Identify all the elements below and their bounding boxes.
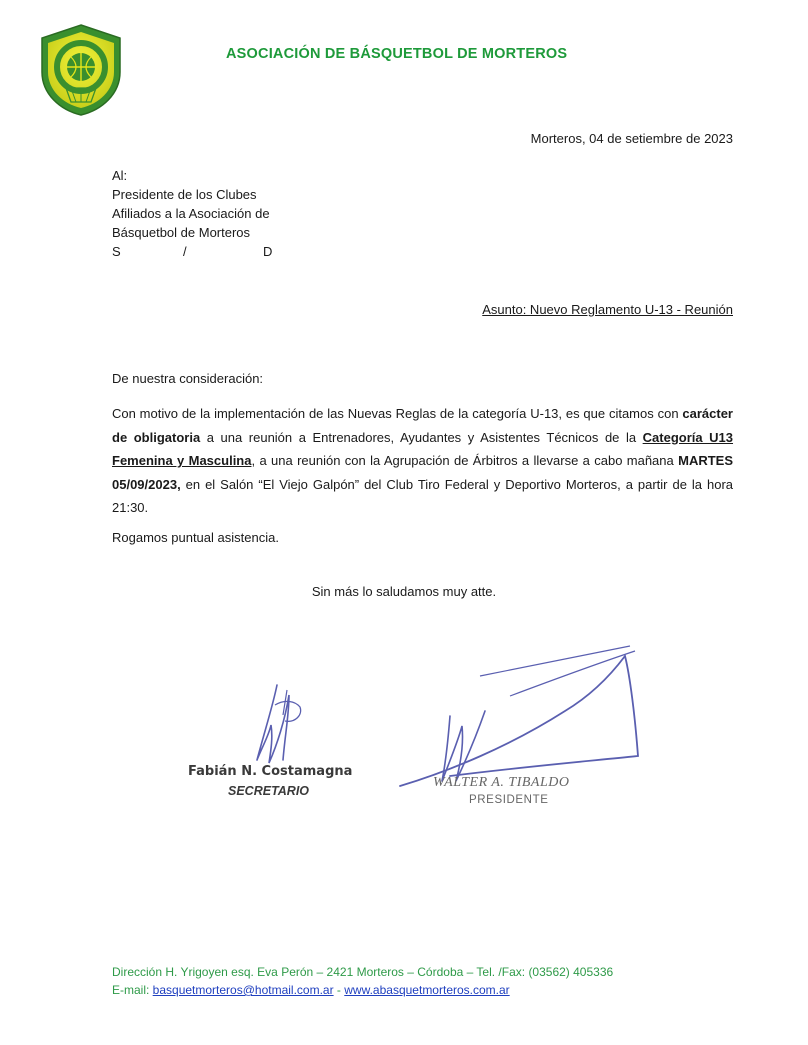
sd-line bbox=[112, 242, 272, 261]
footer-email-link[interactable]: basquetmorteros@hotmail.com.ar bbox=[152, 983, 334, 997]
president-role: PRESIDENTE bbox=[469, 794, 549, 806]
sd-s: S bbox=[112, 244, 121, 259]
body-paragraph bbox=[112, 402, 733, 520]
body-text: en el Salón “El Viejo Galpón” del Club Tiro Federal y Deportivo Morteros, a partir de la hora 21:30. bbox=[112, 476, 733, 515]
sd-slash: / bbox=[183, 244, 187, 259]
footer-address: Dirección H. Yrigoyen esq. Eva Perón – 2421 Morteros – Córdoba – Tel. /Fax: (03562) 405336 bbox=[112, 965, 614, 979]
body-text: a una reunión a Entrenadores, Ayudantes y Asistentes Técnicos de la bbox=[200, 429, 643, 445]
secretary-name: Fabián N. Costamagna bbox=[188, 764, 353, 779]
body-bold-date: MARTES 05/09/2023, bbox=[112, 453, 733, 492]
closing-request: Rogamos puntual asistencia. bbox=[112, 530, 279, 545]
body-bold-categoria: Categoría U13 Femenina y Masculina bbox=[112, 429, 734, 468]
recipient-block bbox=[112, 166, 272, 261]
subject-line: Asunto: Nuevo Reglamento U-13 - Reunión bbox=[482, 302, 733, 317]
sd-d: D bbox=[263, 244, 273, 259]
footer-website-link[interactable]: www.abasquetmorteros.com.ar bbox=[344, 983, 510, 997]
organization-title: ASOCIACIÓN DE BÁSQUETBOL DE MORTEROS bbox=[226, 46, 568, 62]
president-name: WALTER A. TIBALDO bbox=[433, 775, 570, 790]
footer-contact bbox=[112, 983, 510, 997]
letter-date: Morteros, 04 de setiembre de 2023 bbox=[530, 131, 733, 146]
recipient-line: Presidente de los Clubes bbox=[112, 187, 257, 202]
body-text: Con motivo de la implementación de las Nuevas Reglas de la categoría U-13, es que citamos con bbox=[112, 406, 683, 421]
greeting: De nuestra consideración: bbox=[112, 371, 264, 386]
recipient-line: Al: bbox=[112, 168, 128, 183]
body-text: , a una reunión con la Agrupación de Árbitros a llevarse a cabo mañana bbox=[251, 453, 679, 468]
recipient-line: Afiliados a la Asociación de bbox=[112, 206, 270, 221]
recipient-line: Básquetbol de Morteros bbox=[112, 225, 251, 240]
secretary-role: SECRETARIO bbox=[228, 784, 310, 798]
basketball-club-crest-icon bbox=[36, 22, 126, 118]
closing-salutation: Sin más lo saludamos muy atte. bbox=[311, 584, 497, 599]
footer-separator: - bbox=[333, 983, 345, 997]
body-bold-obligatoria: carácter de obligatoria bbox=[112, 406, 733, 445]
footer-email-label: E-mail: bbox=[112, 983, 153, 997]
